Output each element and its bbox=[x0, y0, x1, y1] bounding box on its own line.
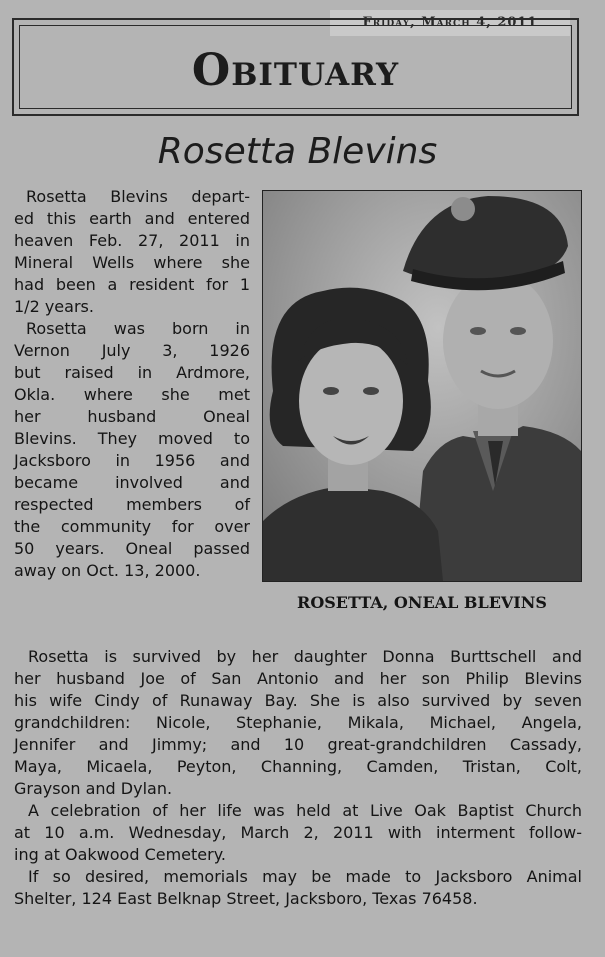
text-line: Shelter, 124 East Belknap Street, Jacksboro, Texas 76458. bbox=[14, 889, 478, 908]
text-line: ed this earth and entered bbox=[14, 209, 250, 228]
text-line: 50 years. Oneal passed bbox=[14, 539, 250, 558]
text-line: Jennifer and Jimmy; and 10 great-grandchildren Cassady, bbox=[14, 735, 582, 754]
deceased-name: Rosetta Blevins bbox=[157, 131, 438, 172]
text-line: A celebration of her life was held at Live Oak Baptist Church bbox=[28, 801, 582, 820]
text-line: his wife Cindy of Runaway Bay. She is also survived by seven bbox=[14, 691, 582, 710]
text-line: Maya, Micaela, Peyton, Channing, Camden, Tristan, Colt, bbox=[14, 757, 582, 776]
text-line: If so desired, memorials may be made to Jacksboro Animal bbox=[28, 867, 582, 886]
photo-caption: ROSETTA, ONEAL BLEVINS bbox=[297, 593, 547, 612]
left-text-column bbox=[14, 186, 250, 582]
text-line: had been a resident for 1 bbox=[14, 275, 250, 294]
text-line: Okla. where she met bbox=[14, 385, 250, 404]
text-line: her husband Joe of San Antonio and her son Philip Blevins bbox=[14, 669, 582, 688]
section-banner bbox=[12, 18, 579, 116]
text-line: but raised in Ardmore, bbox=[14, 363, 250, 382]
text-line: Blevins. They moved to bbox=[14, 429, 250, 448]
text-line: became involved and bbox=[14, 473, 250, 492]
text-line: respected members of bbox=[14, 495, 250, 514]
full-width-text bbox=[14, 646, 582, 910]
text-line: her husband Oneal bbox=[14, 407, 250, 426]
text-line: away on Oct. 13, 2000. bbox=[14, 561, 201, 580]
text-line: Jacksboro in 1956 and bbox=[14, 451, 250, 470]
section-title: Obituary bbox=[191, 45, 400, 96]
text-line: grandchildren: Nicole, Stephanie, Mikala, Michael, Angela, bbox=[14, 713, 582, 732]
text-line: ing at Oakwood Cemetery. bbox=[14, 845, 226, 864]
couple-photo bbox=[262, 190, 582, 582]
dateline: Friday, March 4, 2011 bbox=[330, 10, 570, 36]
text-line: Grayson and Dylan. bbox=[14, 779, 173, 798]
text-line: Rosetta was born in bbox=[26, 319, 250, 338]
text-line: heaven Feb. 27, 2011 in bbox=[14, 231, 250, 250]
couple-photo-image bbox=[263, 191, 581, 581]
text-line: Rosetta is survived by her daughter Donna Burttschell and bbox=[28, 647, 582, 666]
text-line: the community for over bbox=[14, 517, 250, 536]
text-line: Vernon July 3, 1926 bbox=[14, 341, 250, 360]
text-line: 1/2 years. bbox=[14, 297, 94, 316]
text-line: Mineral Wells where she bbox=[14, 253, 250, 272]
text-line: Rosetta Blevins depart- bbox=[26, 187, 250, 206]
text-line: at 10 a.m. Wednesday, March 2, 2011 with interment follow- bbox=[14, 823, 582, 842]
